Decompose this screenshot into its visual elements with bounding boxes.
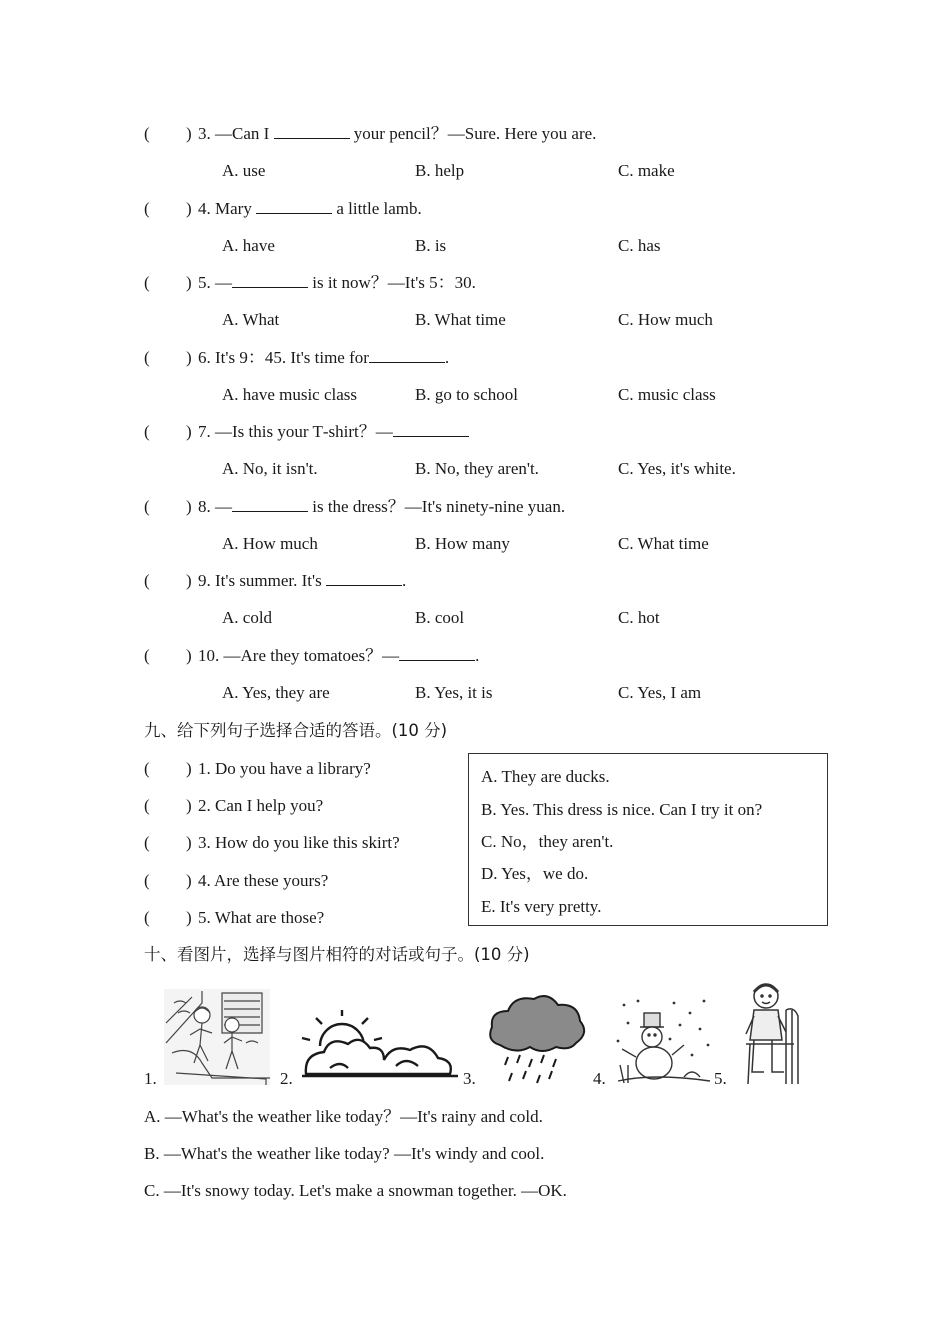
- pic-label-2: 2.: [280, 1069, 293, 1088]
- answer-c: C. No，they aren't.: [481, 832, 614, 851]
- answer-paren-close: ): [186, 871, 192, 890]
- option-b: B. cool: [415, 608, 465, 627]
- answer-paren-close: ): [186, 348, 192, 367]
- answer-paren-close: ): [186, 497, 192, 516]
- question-stem: [198, 571, 406, 591]
- answer-paren-open: (: [144, 796, 150, 815]
- question-text-after-blank: .: [444, 348, 450, 367]
- answer-paren-open: (: [144, 871, 150, 890]
- answer-paren-open: (: [144, 833, 150, 852]
- question-stem: [198, 273, 476, 293]
- option-a: A. What: [222, 310, 280, 329]
- question-number: 10.: [198, 646, 220, 665]
- question-stem: [198, 646, 479, 666]
- question-text-after-blank: a little lamb.: [336, 199, 422, 218]
- question-text-after-blank: .: [475, 646, 480, 665]
- question-text-before-blank: —Can I: [215, 124, 270, 143]
- answer-paren-close: ): [186, 646, 192, 665]
- answer-blank[interactable]: [232, 273, 308, 288]
- question-text-after-blank: .: [401, 571, 407, 590]
- answer-paren-open: (: [144, 124, 150, 143]
- pic-label-4: 4.: [593, 1069, 606, 1088]
- question-stem: [198, 497, 565, 517]
- question-number: 6.: [198, 348, 211, 367]
- option-b: B. Yes, it is: [415, 683, 493, 702]
- question-text-after-blank: is the dress？—It's ninety‑nine yuan.: [312, 497, 566, 516]
- option-a: A. Yes, they are: [222, 683, 330, 702]
- picture-option-a: A. —What's the weather like today？—It's rainy and cold.: [144, 1107, 543, 1126]
- answer-paren-close: ): [186, 833, 192, 852]
- answer-paren-close: ): [186, 796, 192, 815]
- question-text-before-blank: —Are they tomatoes？—: [223, 646, 400, 665]
- question-text-after-blank: your pencil？—Sure. Here you are.: [353, 124, 597, 143]
- snowy-snowman-picture: [614, 995, 714, 1085]
- sunny-cloudy-picture: [300, 1010, 460, 1082]
- picture-option-c: C. —It's snowy today. Let's make a snowman together. —OK.: [144, 1181, 567, 1200]
- section-10-title: 十、看图片，选择与图片相符的对话或句子。(10 分): [144, 945, 530, 964]
- answer-blank[interactable]: [393, 422, 469, 437]
- question-text-before-blank: It's summer. It's: [215, 571, 322, 590]
- option-b: B. is: [415, 236, 447, 255]
- answer-paren-open: (: [144, 422, 150, 441]
- section-9-question: 3. How do you like this skirt?: [198, 833, 400, 852]
- answer-d: D. Yes，we do.: [481, 864, 589, 883]
- answer-paren-open: (: [144, 348, 150, 367]
- question-text-after-blank: is it now？—It's 5：30.: [312, 273, 476, 292]
- question-text-before-blank: It's 9：45. It's time for: [215, 348, 369, 367]
- option-c: C. make: [618, 161, 675, 180]
- section-9-question: 1. Do you have a library?: [198, 759, 371, 778]
- section-9-question: 4. Are these yours?: [198, 871, 329, 890]
- question-text-before-blank: Mary: [215, 199, 252, 218]
- answer-paren-open: (: [144, 759, 150, 778]
- answer-paren-open: (: [144, 571, 150, 590]
- answer-paren-open: (: [144, 199, 150, 218]
- person-on-chair-picture: [742, 980, 804, 1088]
- section-9-title: 九、给下列句子选择合适的答语。(10 分): [144, 721, 448, 740]
- section-9-question: 5. What are those?: [198, 908, 325, 927]
- pic-label-5: 5.: [714, 1069, 727, 1088]
- pic-label-1: 1.: [144, 1069, 157, 1088]
- answer-paren-close: ): [186, 199, 192, 218]
- answer-paren-close: ): [186, 908, 192, 927]
- answer-blank[interactable]: [232, 497, 308, 512]
- option-a: A. No, it isn't.: [222, 459, 318, 478]
- question-text-before-blank: —: [215, 497, 232, 516]
- option-b: B. What time: [415, 310, 506, 329]
- option-c: C. hot: [618, 608, 660, 627]
- question-number: 9.: [198, 571, 211, 590]
- question-number: 4.: [198, 199, 211, 218]
- answer-blank[interactable]: [326, 571, 402, 586]
- question-stem: [198, 199, 422, 219]
- option-c: C. has: [618, 236, 661, 255]
- option-c: C. Yes, it's white.: [618, 459, 736, 478]
- answer-paren-close: ): [186, 422, 192, 441]
- option-a: A. cold: [222, 608, 273, 627]
- option-a: A. have: [222, 236, 275, 255]
- answer-blank[interactable]: [256, 199, 332, 214]
- option-a: A. have music class: [222, 385, 358, 404]
- answer-paren-close: ): [186, 273, 192, 292]
- option-c: C. How much: [618, 310, 713, 329]
- answer-b: B. Yes. This dress is nice. Can I try it on?: [481, 800, 763, 819]
- section-9-question: 2. Can I help you?: [198, 796, 324, 815]
- option-c: C. music class: [618, 385, 716, 404]
- answer-e: E. It's very pretty.: [481, 897, 602, 916]
- section-9-answer-box: [468, 753, 828, 926]
- option-b: B. help: [415, 161, 465, 180]
- question-number: 8.: [198, 497, 211, 516]
- answer-paren-close: ): [186, 124, 192, 143]
- answer-paren-open: (: [144, 497, 150, 516]
- question-number: 7.: [198, 422, 211, 441]
- option-b: B. How many: [415, 534, 510, 553]
- question-number: 5.: [198, 273, 211, 292]
- option-c: C. Yes, I am: [618, 683, 702, 702]
- answer-paren-open: (: [144, 646, 150, 665]
- question-text-before-blank: —: [215, 273, 232, 292]
- answer-paren-open: (: [144, 908, 150, 927]
- question-text-before-blank: —Is this your T‑shirt？—: [215, 422, 393, 441]
- answer-paren-close: ): [186, 571, 192, 590]
- option-a: A. use: [222, 161, 266, 180]
- question-stem: [198, 348, 449, 368]
- option-b: B. go to school: [415, 385, 518, 404]
- question-number: 3.: [198, 124, 211, 143]
- answer-blank[interactable]: [274, 124, 350, 139]
- answer-paren-open: (: [144, 273, 150, 292]
- rainy-picture: [486, 993, 588, 1085]
- question-stem: [198, 124, 596, 144]
- option-a: A. How much: [222, 534, 318, 553]
- answer-blank[interactable]: [399, 646, 475, 661]
- pic-label-3: 3.: [463, 1069, 476, 1088]
- kids-windy-picture: [162, 983, 274, 1087]
- question-stem: [198, 422, 469, 442]
- answer-blank[interactable]: [369, 348, 445, 363]
- picture-option-b: B. —What's the weather like today? —It's windy and cool.: [144, 1144, 545, 1163]
- option-c: C. What time: [618, 534, 709, 553]
- option-b: B. No, they aren't.: [415, 459, 539, 478]
- answer-paren-close: ): [186, 759, 192, 778]
- answer-a: A. They are ducks.: [481, 767, 610, 786]
